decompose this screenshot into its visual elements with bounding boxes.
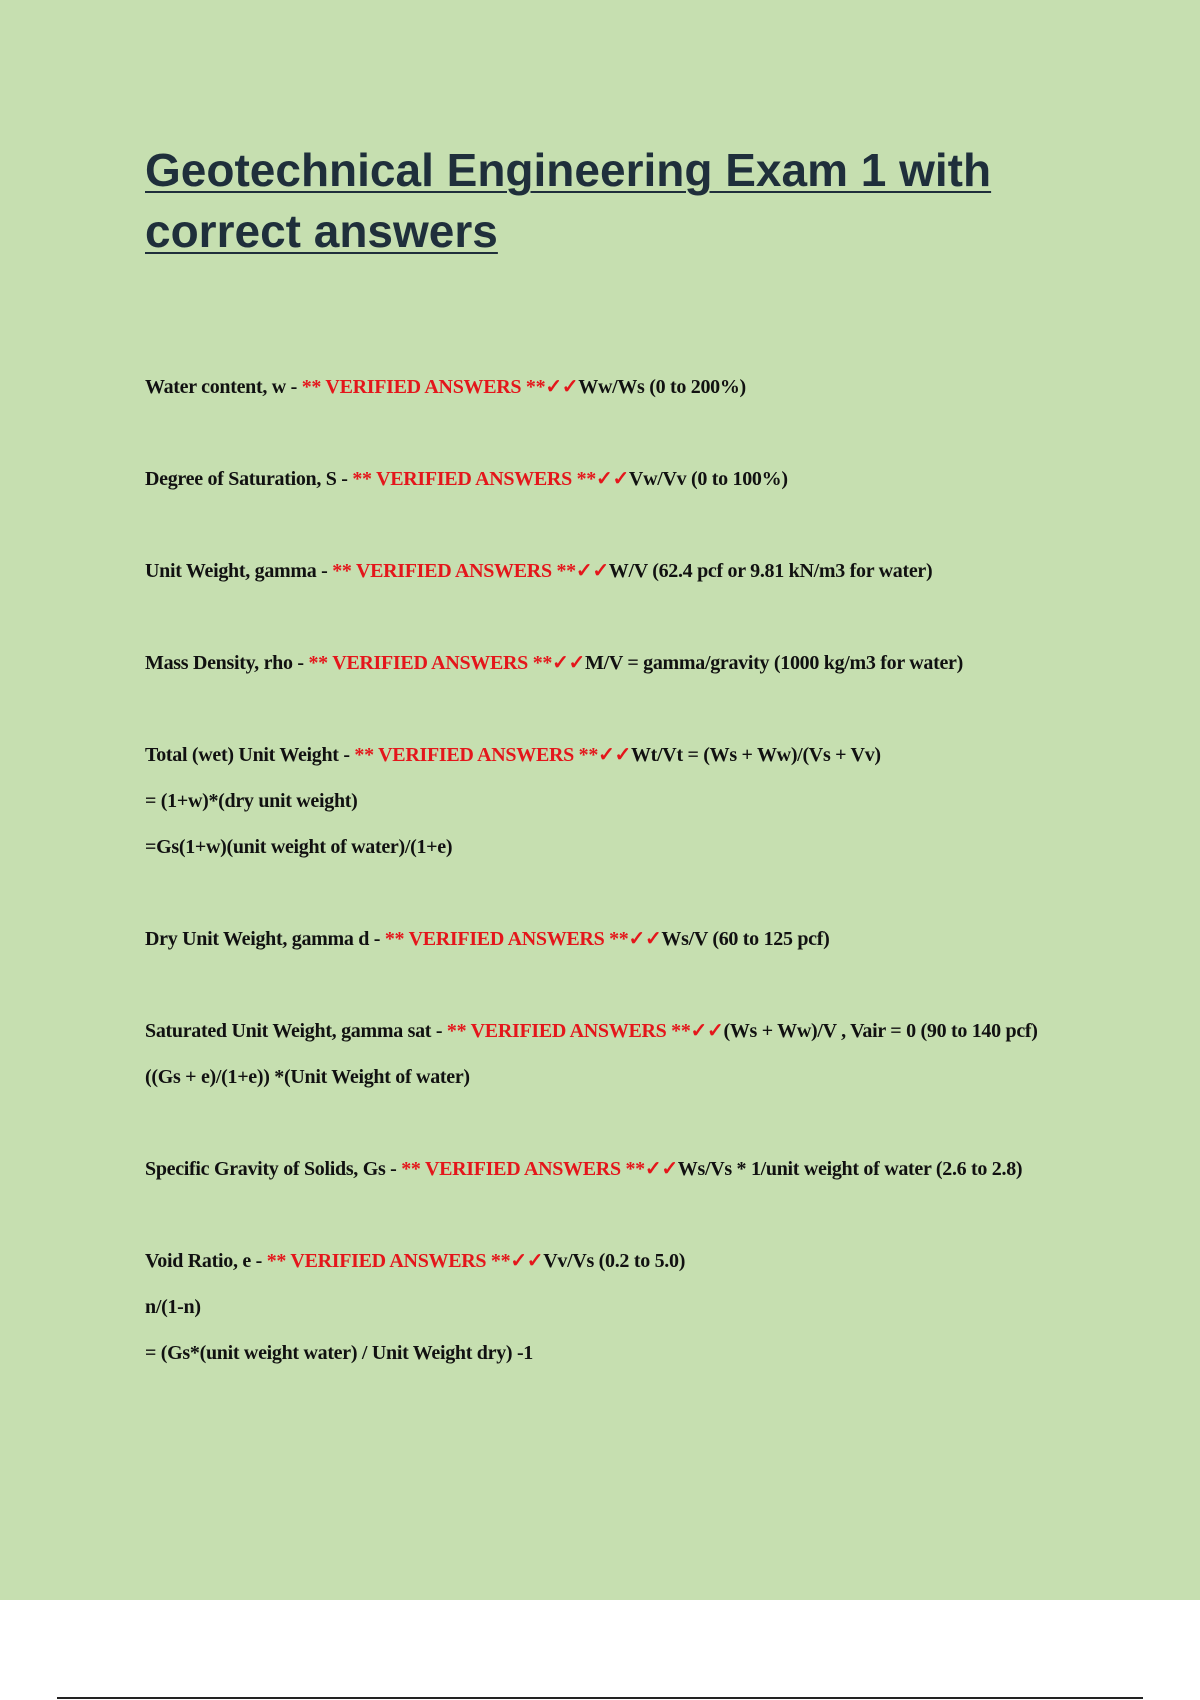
qa-line	[145, 464, 1085, 494]
qa-item-mass-density	[145, 648, 1085, 678]
qa-line	[145, 556, 1085, 586]
qa-line	[145, 648, 1085, 678]
qa-extra-line: = (1+w)*(dry unit weight)	[145, 790, 358, 812]
qa-term: Water content, w -	[145, 376, 302, 398]
verified-marker: ** VERIFIED ANSWERS **✓✓	[308, 652, 586, 674]
qa-extra-line: =Gs(1+w)(unit weight of water)/(1+e)	[145, 836, 453, 858]
verified-marker: ** VERIFIED ANSWERS **✓✓	[446, 1020, 724, 1042]
verified-marker: ** VERIFIED ANSWERS **✓✓	[354, 744, 631, 766]
qa-answer: Ws/V (60 to 125 pcf)	[661, 928, 830, 950]
title-line-2: correct answers	[145, 205, 498, 257]
qa-extra-line: = (Gs*(unit weight water) / Unit Weight dry) -1	[145, 1342, 534, 1364]
page-divider	[57, 1697, 1143, 1699]
verified-marker: ** VERIFIED ANSWERS **✓✓	[332, 560, 609, 582]
qa-item-unit-weight	[145, 556, 1085, 586]
document-title	[145, 140, 1085, 262]
qa-item-degree-of-saturation	[145, 464, 1085, 494]
verified-marker: ** VERIFIED ANSWERS **✓✓	[266, 1250, 544, 1272]
verified-marker: ** VERIFIED ANSWERS **✓✓	[401, 1158, 678, 1180]
qa-line	[145, 1016, 1085, 1046]
qa-answer: Ws/Vs * 1/unit weight of water (2.6 to 2.8)	[677, 1158, 1023, 1180]
qa-term: Unit Weight, gamma -	[145, 560, 333, 582]
verified-marker: ** VERIFIED ANSWERS **✓✓	[301, 376, 579, 398]
qa-extra-line: ((Gs + e)/(1+e)) *(Unit Weight of water)	[145, 1066, 470, 1088]
qa-answer: Vw/Vv (0 to 100%)	[628, 468, 788, 490]
qa-extra-line: n/(1-n)	[145, 1296, 201, 1318]
qa-item-water-content	[145, 372, 1085, 402]
qa-term: Degree of Saturation, S -	[145, 468, 353, 490]
qa-item-total-unit-weight	[145, 740, 1085, 862]
qa-term: Void Ratio, e -	[145, 1250, 267, 1272]
qa-term: Total (wet) Unit Weight -	[145, 744, 355, 766]
qa-term: Saturated Unit Weight, gamma sat -	[145, 1020, 447, 1042]
qa-line	[145, 1154, 1085, 1184]
qa-answer: Wt/Vt = (Ws + Ww)/(Vs + Vv)	[630, 744, 881, 766]
title-line-1: Geotechnical Engineering Exam 1 with	[145, 144, 992, 196]
qa-item-dry-unit-weight	[145, 924, 1085, 954]
verified-marker: ** VERIFIED ANSWERS **✓✓	[352, 468, 629, 490]
qa-answer: M/V = gamma/gravity (1000 kg/m3 for water)	[585, 652, 963, 674]
qa-line	[145, 924, 1085, 954]
qa-answer: Ww/Ws (0 to 200%)	[578, 376, 746, 398]
qa-term: Dry Unit Weight, gamma d -	[145, 928, 385, 950]
verified-marker: ** VERIFIED ANSWERS **✓✓	[384, 928, 662, 950]
qa-line	[145, 372, 1085, 402]
qa-term: Mass Density, rho -	[145, 652, 309, 674]
qa-item-specific-gravity	[145, 1154, 1085, 1184]
qa-answer: (Ws + Ww)/V , Vair = 0 (90 to 140 pcf)	[723, 1020, 1038, 1042]
qa-line	[145, 1246, 1085, 1276]
qa-list	[145, 372, 1085, 1430]
qa-term: Specific Gravity of Solids, Gs -	[145, 1158, 402, 1180]
qa-item-void-ratio	[145, 1246, 1085, 1368]
qa-line	[145, 740, 1085, 770]
qa-answer: W/V (62.4 pcf or 9.81 kN/m3 for water)	[608, 560, 933, 582]
qa-item-saturated-unit-weight	[145, 1016, 1085, 1092]
qa-answer: Vv/Vs (0.2 to 5.0)	[543, 1250, 686, 1272]
